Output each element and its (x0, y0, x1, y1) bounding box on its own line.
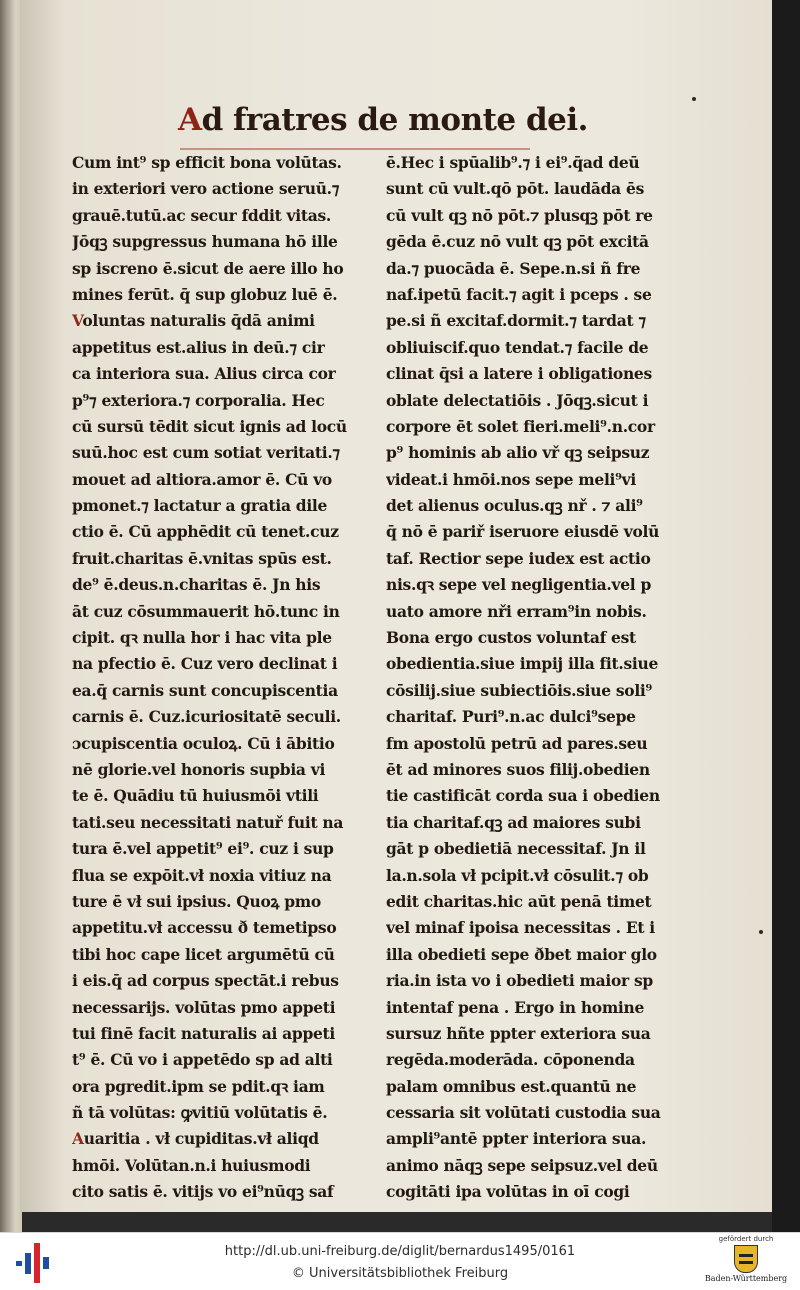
text-line (72, 440, 372, 466)
text-line (386, 1179, 682, 1205)
text-line (72, 810, 372, 836)
line-text: ture ē vł sui ipsius. Quoꝝ pmo (72, 891, 321, 911)
line-text: suū.hoc est cum sotiat veritati.⁊ (72, 443, 340, 463)
text-line (72, 1126, 372, 1152)
text-line (386, 229, 682, 255)
text-line (386, 757, 682, 783)
text-line (72, 1074, 372, 1100)
sponsor-badge[interactable] (698, 1235, 794, 1289)
text-line (72, 942, 372, 968)
line-text: te ē. Quādiu tū huiusmōi vtili (72, 786, 319, 806)
line-text: tui finē facit naturalis ai appeti (72, 1023, 335, 1043)
line-text: flua se expōit.vł noxia vitiuz na (72, 865, 332, 885)
text-line (386, 335, 682, 361)
line-text: sunt cū vult.qō pōt. laudāda ēs (386, 179, 644, 199)
line-text: cessaria sit volūtati custodia sua (386, 1103, 661, 1123)
line-text: vel minaf ipoisa necessitas . Et i (386, 918, 655, 938)
text-line (386, 995, 682, 1021)
line-text: mouet ad altiora.amor ē. Cū vo (72, 469, 332, 489)
text-line (386, 282, 682, 308)
line-text: i eis.q̄ ad corpus spectāt.i rebus (72, 971, 339, 991)
line-text: gēda ē.cuz nō vult qꝫ pōt excitā (386, 232, 649, 252)
text-line (72, 731, 372, 757)
text-line (386, 1021, 682, 1047)
line-text: in exteriori vero actione seruū.⁊ (72, 179, 340, 199)
text-line (72, 229, 372, 255)
text-line (386, 889, 682, 915)
text-line (72, 757, 372, 783)
page-speck (692, 97, 696, 101)
line-text: tati.seu necessitati natuř fuit na (72, 812, 344, 832)
text-line (386, 572, 682, 598)
text-line (72, 1179, 372, 1205)
text-line (72, 863, 372, 889)
line-text: videat.i hmōi.nos sepe meli⁹vi (386, 469, 636, 489)
line-text: ca interiora sua. Alius circa cor (72, 364, 336, 384)
book-page (20, 0, 774, 1212)
text-line (386, 546, 682, 572)
line-text: uato amore nři erram⁹in nobis. (386, 601, 647, 621)
line-text: obedientia.siue impij illa fit.siue (386, 654, 659, 674)
line-text: p⁹⁊ exteriora.⁊ corporalia. Hec (72, 390, 325, 410)
text-line (386, 1126, 682, 1152)
page-heading (178, 102, 588, 152)
line-text: animo nāqꝫ sepe seipsuz.vel deū (386, 1155, 658, 1175)
text-line (72, 467, 372, 493)
line-text: intentaf pena . Ergo in homine (386, 997, 645, 1017)
line-text: cogitāti ipa volūtas in oī cogi (386, 1182, 630, 1202)
line-text: uaritia . vł cupiditas.vł aliqd (83, 1129, 319, 1149)
line-text: oluntas naturalis q̄dā animi (82, 311, 315, 331)
line-text: obliuiscif.quo tendat.⁊ facile de (386, 337, 649, 357)
line-text: t⁹ ē. Cū vo i appetēdo sp ad alti (72, 1050, 333, 1070)
text-line (72, 546, 372, 572)
line-text: oblate delectatiōis . Jōqꝫ.sicut i (386, 390, 649, 410)
text-column-right (386, 150, 682, 1206)
text-line (72, 176, 372, 202)
text-line (386, 783, 682, 809)
text-line (72, 361, 372, 387)
line-text: gāt p obedietiā necessitaf. Jn il (386, 839, 646, 859)
text-line (386, 467, 682, 493)
line-text: sursuz hñte ppter exteriora sua (386, 1023, 651, 1043)
line-text: Bona ergo custos voluntaf est (386, 628, 636, 648)
line-text: cito satis ē. vitijs vo ei⁹nūqꝫ saf (72, 1182, 334, 1202)
line-text: āt cuz cōsummauerit hō.tunc in (72, 601, 340, 621)
line-text: ē.Hec i spūalib⁹.⁊ i ei⁹.q̄ad deū (386, 153, 640, 172)
line-text: Jōqꝫ supgressus humana hō ille (72, 232, 338, 252)
line-text: ea.q̄ carnis sunt concupiscentia (72, 680, 338, 700)
text-line (386, 176, 682, 202)
text-line (386, 308, 682, 334)
line-text: pmonet.⁊ lactatur a gratia dile (72, 496, 328, 516)
line-text: la.n.sola vł pcipit.vł cōsulit.⁊ ob (386, 865, 649, 885)
text-line (72, 625, 372, 651)
line-text: ēt ad minores suos filij.obedien (386, 759, 650, 779)
text-line (72, 282, 372, 308)
text-line (386, 678, 682, 704)
line-text: palam omnibus est.quantū ne (386, 1076, 637, 1096)
rubric-initial: A (72, 1129, 84, 1149)
text-line (72, 256, 372, 282)
text-line (386, 414, 682, 440)
text-line (386, 704, 682, 730)
coat-of-arms-icon (734, 1245, 758, 1273)
text-line (386, 150, 682, 176)
text-line (386, 651, 682, 677)
text-line (72, 308, 372, 334)
line-text: fruit.charitas ē.vnitas spūs est. (72, 548, 332, 568)
text-line (72, 783, 372, 809)
text-line (72, 519, 372, 545)
line-text: cipit. qꝛ nulla hor i hac vita ple (72, 628, 332, 648)
line-text: corpore ēt solet fieri.meli⁹.n.cor (386, 416, 655, 436)
line-text: q̄ nō ē pariř iseruore eiusdē volū (386, 522, 660, 542)
line-text: det alienus oculus.qꝫ nř . ⁊ ali⁹ (386, 496, 643, 516)
line-text: ria.in ista vo i obedieti maior sp (386, 971, 653, 991)
line-text: appetitu.vł accessu ð temetipso (72, 918, 337, 938)
text-line (386, 361, 682, 387)
text-line (386, 599, 682, 625)
text-line (386, 1100, 682, 1126)
line-text: hmōi. Volūtan.n.i huiusmodi (72, 1155, 311, 1175)
text-line (386, 1074, 682, 1100)
line-text: ctio ē. Cū apphēdit cū tenet.cuz (72, 522, 339, 542)
text-line (386, 440, 682, 466)
line-text: de⁹ ē.deus.n.charitas ē. Jn his (72, 575, 321, 595)
text-line (72, 704, 372, 730)
text-line (72, 572, 372, 598)
text-line (386, 1153, 682, 1179)
line-text: cū vult qꝫ nō pōt.⁊ plusqꝫ pōt re (386, 205, 653, 225)
line-text: p⁹ hominis ab alio vř qꝫ seipsuz (386, 443, 650, 463)
scanner-border (772, 0, 800, 1232)
line-text: fm apostolū petrū ad pares.seu (386, 733, 648, 753)
text-line (72, 678, 372, 704)
sponsor-caption: gefördert durch (718, 1235, 774, 1243)
line-text: ampli⁹antē ppter interiora sua. (386, 1129, 647, 1149)
text-line (386, 836, 682, 862)
line-text: regēda.moderāda. cōponenda (386, 1050, 635, 1070)
text-line (72, 493, 372, 519)
permalink-url[interactable]: http://dl.ub.uni-freiburg.de/diglit/bernardus1495/0161 (224, 1244, 576, 1259)
sponsor-name: Baden-Württemberg (704, 1274, 788, 1283)
line-text: carnis ē. Cuz.icuriositatē seculi. (72, 707, 341, 727)
rubric-initial: V (72, 311, 83, 331)
line-text: nis.qꝛ sepe vel negligentia.vel p (386, 575, 651, 595)
text-line (72, 1100, 372, 1126)
line-text: ñ tā volūtas: ꝙvitiū volūtatis ē. (72, 1103, 328, 1123)
line-text: tia charitaf.qꝫ ad maiores subi (386, 812, 641, 832)
line-text: pe.si ñ excitaf.dormit.⁊ tardat ⁊ (386, 311, 646, 331)
text-column-left (72, 150, 372, 1206)
text-line (386, 942, 682, 968)
text-line (386, 731, 682, 757)
text-line (72, 1047, 372, 1073)
text-line (386, 625, 682, 651)
line-text: Cum int⁹ sp efficit bona volūtas. (72, 153, 342, 172)
copyright-notice: © Universitätsbibliothek Freiburg (291, 1266, 509, 1281)
text-line (386, 519, 682, 545)
text-line (386, 493, 682, 519)
line-text: taf. Rectior sepe iudex est actio (386, 548, 651, 568)
viewer-footer (0, 1232, 800, 1290)
page-speck (759, 930, 763, 934)
text-line (72, 150, 372, 176)
line-text: edit charitas.hic aūt penā timet (386, 891, 652, 911)
text-line (72, 388, 372, 414)
line-text: na pfectio ē. Cuz vero declinat i (72, 654, 338, 674)
line-text: tie castificāt corda sua i obedien (386, 786, 660, 806)
text-line (72, 414, 372, 440)
text-line (72, 889, 372, 915)
text-line (72, 915, 372, 941)
line-text: illa obedieti sepe ðbet maior glo (386, 944, 657, 964)
line-text: necessarijs. volūtas pmo appeti (72, 997, 336, 1017)
line-text: naf.ipetū facit.⁊ agit i pceps . se (386, 284, 652, 304)
text-line (72, 335, 372, 361)
text-line (72, 599, 372, 625)
text-line (72, 651, 372, 677)
line-text: appetitus est.alius in deū.⁊ cir (72, 337, 325, 357)
text-line (386, 968, 682, 994)
text-line (72, 1153, 372, 1179)
text-line (386, 863, 682, 889)
text-line (386, 256, 682, 282)
line-text: mines ferūt. q̄ sup globuz luē ē. (72, 284, 338, 304)
line-text: da.⁊ puocāda ē. Sepe.n.si ñ fre (386, 258, 641, 278)
line-text: cōsilij.siue subiectiōis.siue soli⁹ (386, 680, 653, 700)
heading-text: d fratres de monte dei. (201, 102, 588, 138)
line-text: ora pgredit.ipm se pdit.qꝛ iam (72, 1076, 325, 1096)
line-text: grauē.tutū.ac secur fddit vitas. (72, 205, 331, 225)
line-text: tibi hoc cape licet argumētū cū (72, 944, 335, 964)
line-text: sp iscreno ē.sicut de aere illo ho (72, 258, 344, 278)
text-line (386, 388, 682, 414)
line-text: charitaf. Puri⁹.n.ac dulci⁹sepe (386, 707, 636, 727)
line-text: tura ē.vel appetit⁹ ei⁹. cuz i sup (72, 839, 334, 859)
text-line (72, 995, 372, 1021)
text-line (386, 203, 682, 229)
text-line (72, 203, 372, 229)
line-text: clinat q̄si a latere i obligationes (386, 364, 652, 384)
text-line (386, 1047, 682, 1073)
line-text: ɔcupiscentia oculoꝝ. Cū i ābitio (72, 733, 335, 753)
text-line (386, 915, 682, 941)
text-line (72, 968, 372, 994)
text-line (72, 1021, 372, 1047)
text-line (72, 836, 372, 862)
book-spine (0, 0, 22, 1232)
text-line (386, 810, 682, 836)
line-text: cū sursū tēdit sicut ignis ad locū (72, 416, 347, 436)
line-text: nē glorie.vel honoris supbia vi (72, 759, 326, 779)
heading-initial: A (178, 102, 202, 138)
